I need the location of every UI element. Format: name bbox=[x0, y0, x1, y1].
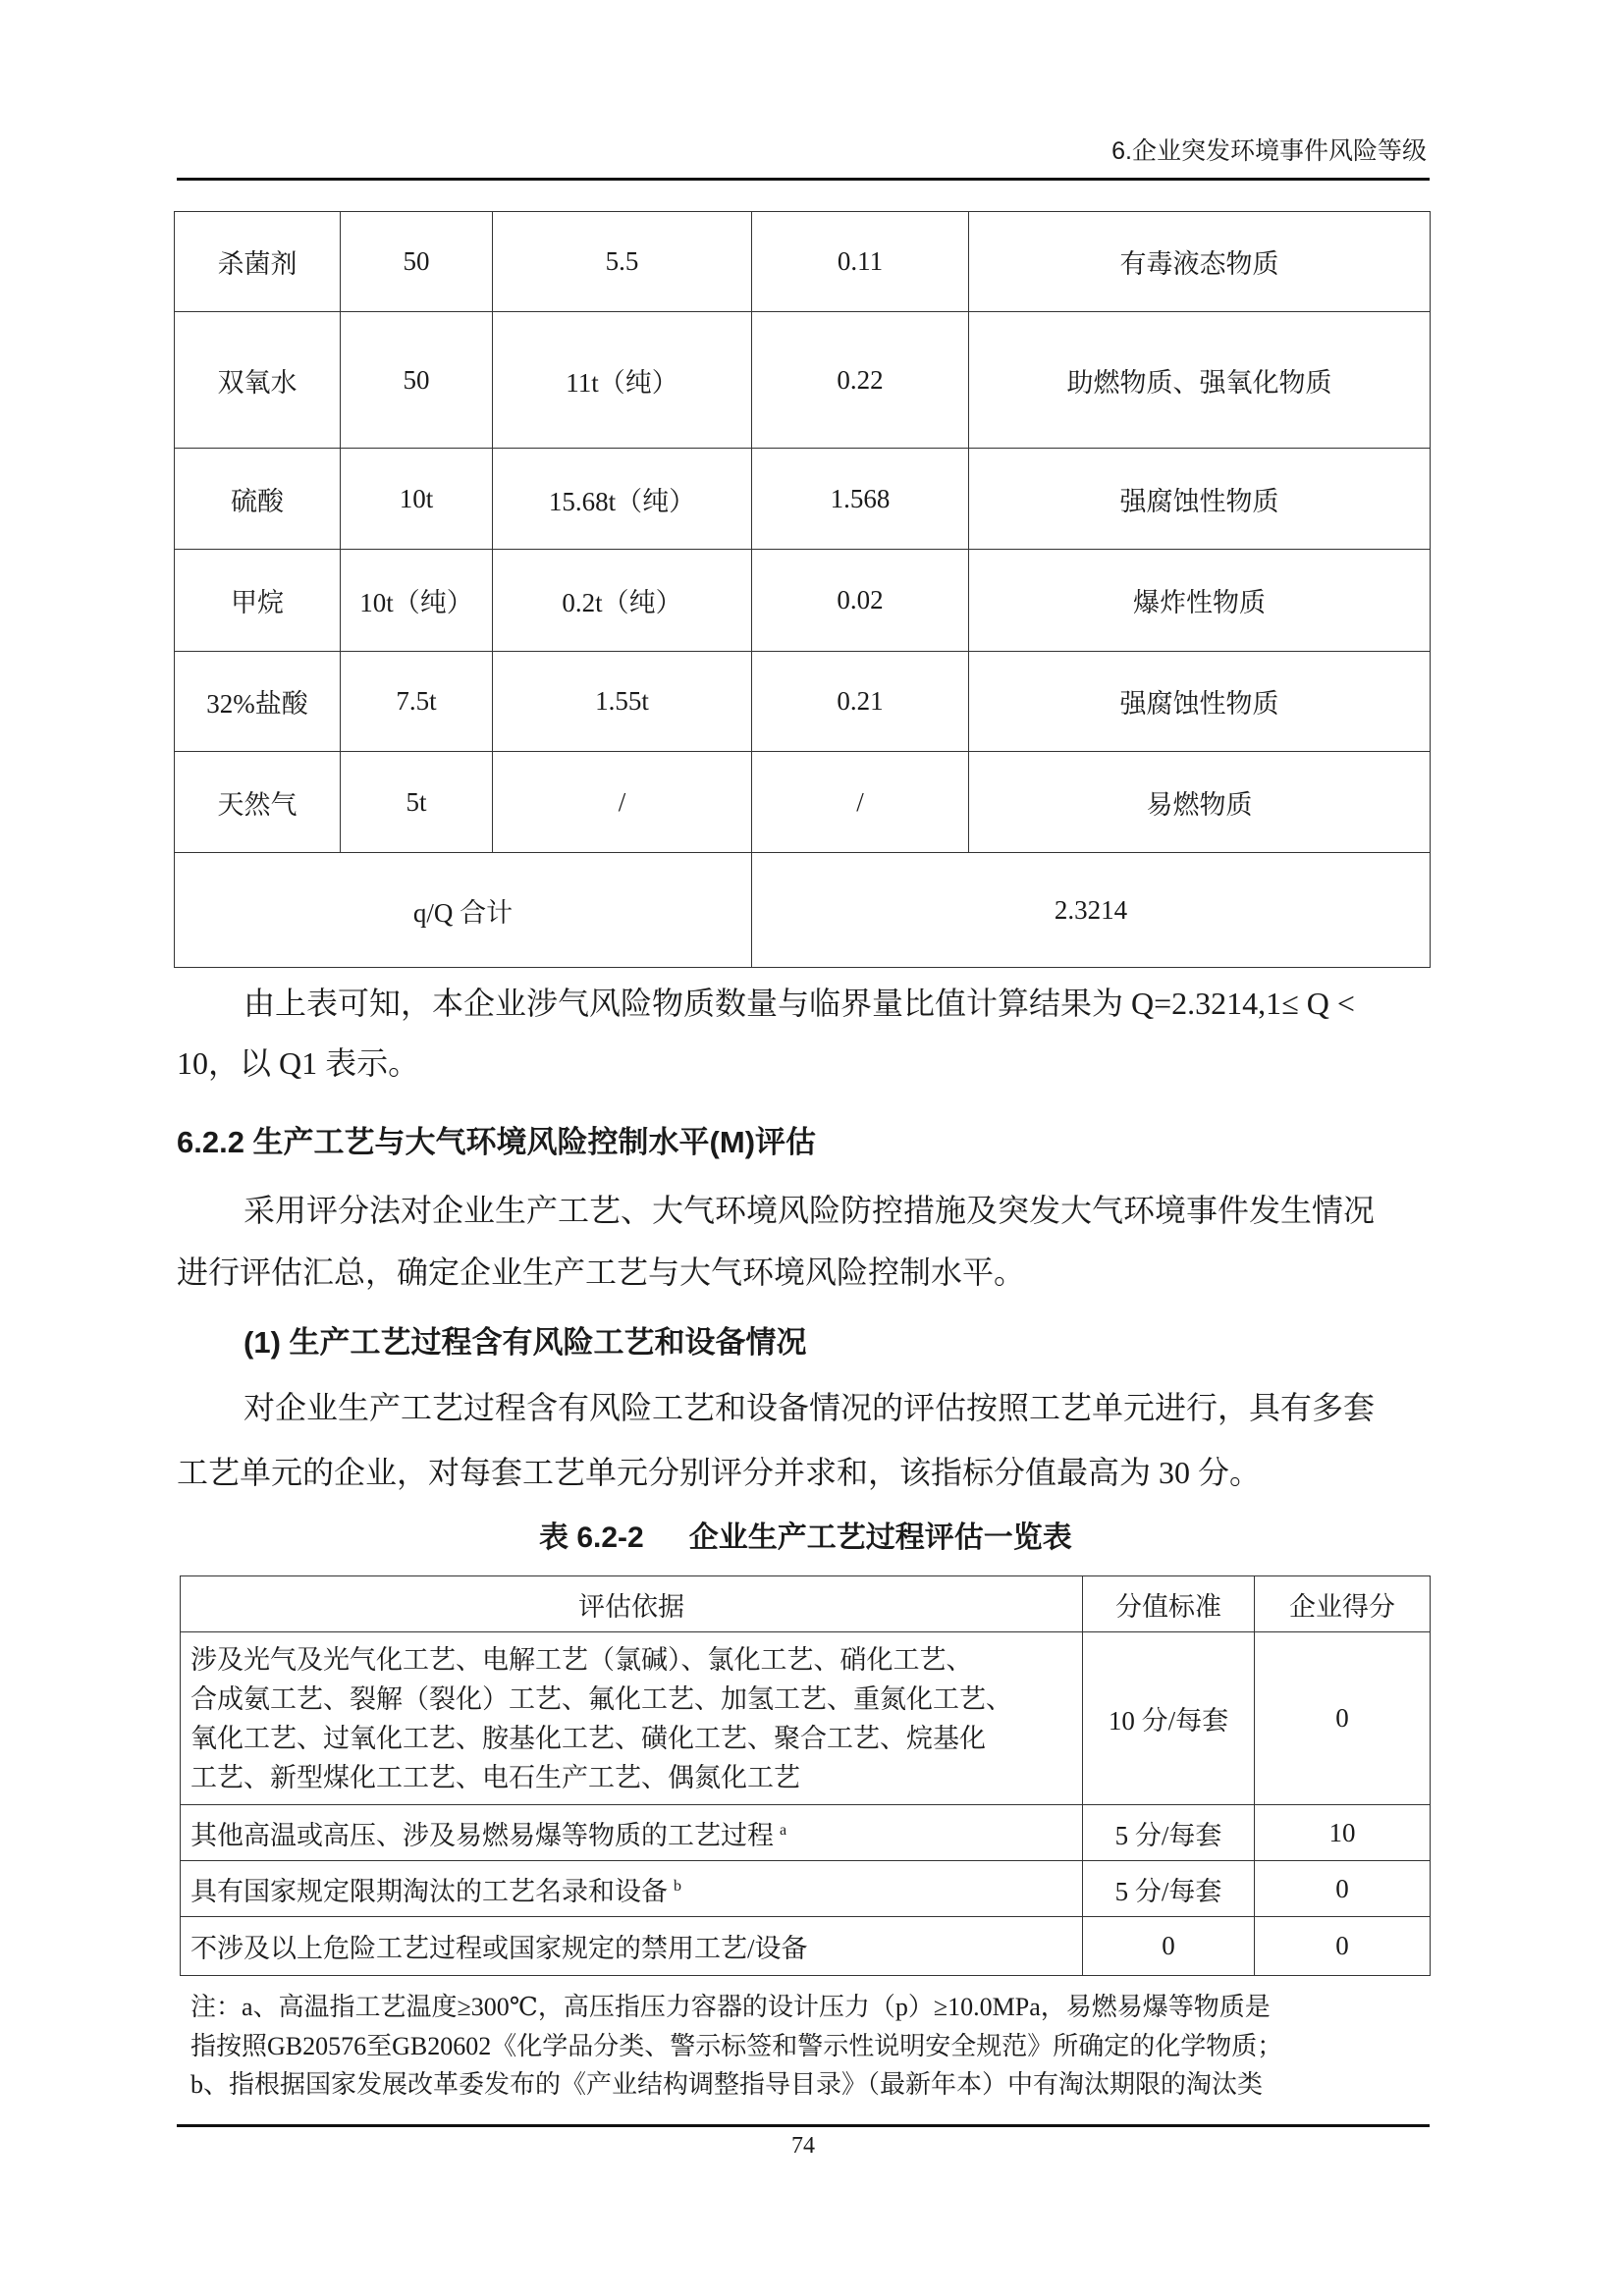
storage-quantity-cell: 0.2t（纯） bbox=[493, 550, 752, 652]
critical-quantity-cell: 50 bbox=[341, 312, 493, 449]
critical-quantity-cell: 10t（纯） bbox=[341, 550, 493, 652]
substance-name-cell: 甲烷 bbox=[175, 550, 341, 652]
column-header-standard: 分值标准 bbox=[1083, 1576, 1255, 1632]
storage-quantity-cell: 5.5 bbox=[493, 212, 752, 312]
critical-quantity-cell: 10t bbox=[341, 449, 493, 550]
footnote-mark: a bbox=[780, 1821, 787, 1839]
substance-name-cell: 32%盐酸 bbox=[175, 652, 341, 752]
paragraph-line: 10，以 Q1 表示。 bbox=[177, 1045, 420, 1081]
table-row bbox=[181, 1861, 1431, 1917]
ratio-cell: 0.21 bbox=[752, 652, 969, 752]
score-standard-cell: 10 分/每套 bbox=[1083, 1632, 1255, 1805]
basis-text: 不涉及以上危险工艺过程或国家规定的禁用工艺/设备 bbox=[190, 1934, 808, 1963]
table-note-line: 注：a、高温指工艺温度≥300℃，高压指压力容器的设计压力（p）≥10.0MPa，易燃易爆等物质是 bbox=[190, 1993, 1271, 2021]
enterprise-score-cell: 0 bbox=[1255, 1861, 1431, 1917]
evaluation-basis-cell bbox=[181, 1917, 1083, 1976]
basis-line: 合成氨工艺、裂解（裂化）工艺、氟化工艺、加氢工艺、重氮化工艺、 bbox=[190, 1683, 1012, 1714]
table-row bbox=[175, 449, 1431, 550]
table-row bbox=[181, 1632, 1431, 1805]
hazard-property-cell: 强腐蚀性物质 bbox=[969, 449, 1431, 550]
table-header-row bbox=[181, 1576, 1431, 1632]
ratio-cell: 1.568 bbox=[752, 449, 969, 550]
basis-text: 具有国家规定限期淘汰的工艺名录和设备 bbox=[190, 1876, 668, 1906]
enterprise-score-cell: 0 bbox=[1255, 1917, 1431, 1976]
substance-name-cell: 天然气 bbox=[175, 752, 341, 853]
hazard-property-cell: 助燃物质、强氧化物质 bbox=[969, 312, 1431, 449]
substance-name-cell: 杀菌剂 bbox=[175, 212, 341, 312]
ratio-cell: 0.22 bbox=[752, 312, 969, 449]
table-row bbox=[175, 550, 1431, 652]
paragraph-line: 进行评估汇总，确定企业生产工艺与大气环境风险控制水平。 bbox=[177, 1255, 1026, 1290]
storage-quantity-cell: 11t（纯） bbox=[493, 312, 752, 449]
basis-text: 其他高温或高压、涉及易燃易爆等物质的工艺过程 bbox=[190, 1820, 774, 1850]
paragraph-line: 由上表可知，本企业涉气风险物质数量与临界量比值计算结果为 Q=2.3214,1≤ Q < bbox=[244, 986, 1355, 1021]
total-value-cell: 2.3214 bbox=[752, 853, 1431, 968]
basis-line: 工艺、新型煤化工工艺、电石生产工艺、偶氮化工艺 bbox=[190, 1762, 800, 1792]
substance-name-cell: 双氧水 bbox=[175, 312, 341, 449]
critical-quantity-cell: 5t bbox=[341, 752, 493, 853]
substance-name-cell: 硫酸 bbox=[175, 449, 341, 550]
section-heading: 6.2.2 生产工艺与大气环境风险控制水平(M)评估 bbox=[177, 1125, 817, 1159]
table-row bbox=[175, 212, 1431, 312]
score-standard-cell: 0 bbox=[1083, 1917, 1255, 1976]
table-row bbox=[181, 1917, 1431, 1976]
basis-line: 氧化工艺、过氧化工艺、胺基化工艺、磺化工艺、聚合工艺、烷基化 bbox=[190, 1723, 986, 1753]
paragraph-line: 对企业生产工艺过程含有风险工艺和设备情况的评估按照工艺单元进行，具有多套 bbox=[244, 1390, 1376, 1425]
footer-rule bbox=[177, 2124, 1430, 2127]
score-standard-cell: 5 分/每套 bbox=[1083, 1861, 1255, 1917]
header-rule bbox=[177, 178, 1430, 181]
footnote-mark: b bbox=[674, 1877, 681, 1895]
evaluation-basis-cell bbox=[181, 1861, 1083, 1917]
storage-quantity-cell: 1.55t bbox=[493, 652, 752, 752]
table-note-line: 指按照GB20576至GB20602《化学品分类、警示标签和警示性说明安全规范》所确定的化学物质； bbox=[190, 2032, 1283, 2060]
table-row bbox=[175, 312, 1431, 449]
process-evaluation-table bbox=[180, 1575, 1431, 1976]
page-number: 74 bbox=[791, 2133, 815, 2159]
table-row bbox=[181, 1805, 1431, 1861]
table-row bbox=[175, 652, 1431, 752]
ratio-cell: / bbox=[752, 752, 969, 853]
running-header-title: 6.企业突发环境事件风险等级 bbox=[1111, 137, 1427, 165]
risk-substance-table bbox=[174, 211, 1431, 968]
paragraph-line: 工艺单元的企业，对每套工艺单元分别评分并求和，该指标分值最高为 30 分。 bbox=[177, 1455, 1262, 1490]
storage-quantity-cell: 15.68t（纯） bbox=[493, 449, 752, 550]
enterprise-score-cell: 10 bbox=[1255, 1805, 1431, 1861]
table-caption-title: 企业生产工艺过程评估一览表 bbox=[688, 1522, 1072, 1554]
critical-quantity-cell: 7.5t bbox=[341, 652, 493, 752]
table-total-row bbox=[175, 853, 1431, 968]
hazard-property-cell: 强腐蚀性物质 bbox=[969, 652, 1431, 752]
evaluation-basis-cell bbox=[181, 1632, 1083, 1805]
storage-quantity-cell: / bbox=[493, 752, 752, 853]
table-caption-number: 表 6.2-2 bbox=[539, 1522, 644, 1554]
evaluation-basis-cell bbox=[181, 1805, 1083, 1861]
enterprise-score-cell: 0 bbox=[1255, 1632, 1431, 1805]
column-header-score: 企业得分 bbox=[1255, 1576, 1431, 1632]
ratio-cell: 0.02 bbox=[752, 550, 969, 652]
score-standard-cell: 5 分/每套 bbox=[1083, 1805, 1255, 1861]
subheading: (1) 生产工艺过程含有风险工艺和设备情况 bbox=[244, 1325, 807, 1360]
total-label-cell: q/Q 合计 bbox=[175, 853, 752, 968]
table-row bbox=[175, 752, 1431, 853]
hazard-property-cell: 易燃物质 bbox=[969, 752, 1431, 853]
basis-line: 涉及光气及光气化工艺、电解工艺（氯碱）、氯化工艺、硝化工艺、 bbox=[190, 1644, 973, 1675]
hazard-property-cell: 爆炸性物质 bbox=[969, 550, 1431, 652]
hazard-property-cell: 有毒液态物质 bbox=[969, 212, 1431, 312]
table-caption bbox=[539, 1519, 1072, 1558]
ratio-cell: 0.11 bbox=[752, 212, 969, 312]
table-note-line: b、指根据国家发展改革委发布的《产业结构调整指导目录》（最新年本）中有淘汰期限的淘汰类 bbox=[190, 2070, 1264, 2099]
column-header-basis: 评估依据 bbox=[181, 1576, 1083, 1632]
critical-quantity-cell: 50 bbox=[341, 212, 493, 312]
paragraph-line: 采用评分法对企业生产工艺、大气环境风险防控措施及突发大气环境事件发生情况 bbox=[244, 1193, 1376, 1228]
